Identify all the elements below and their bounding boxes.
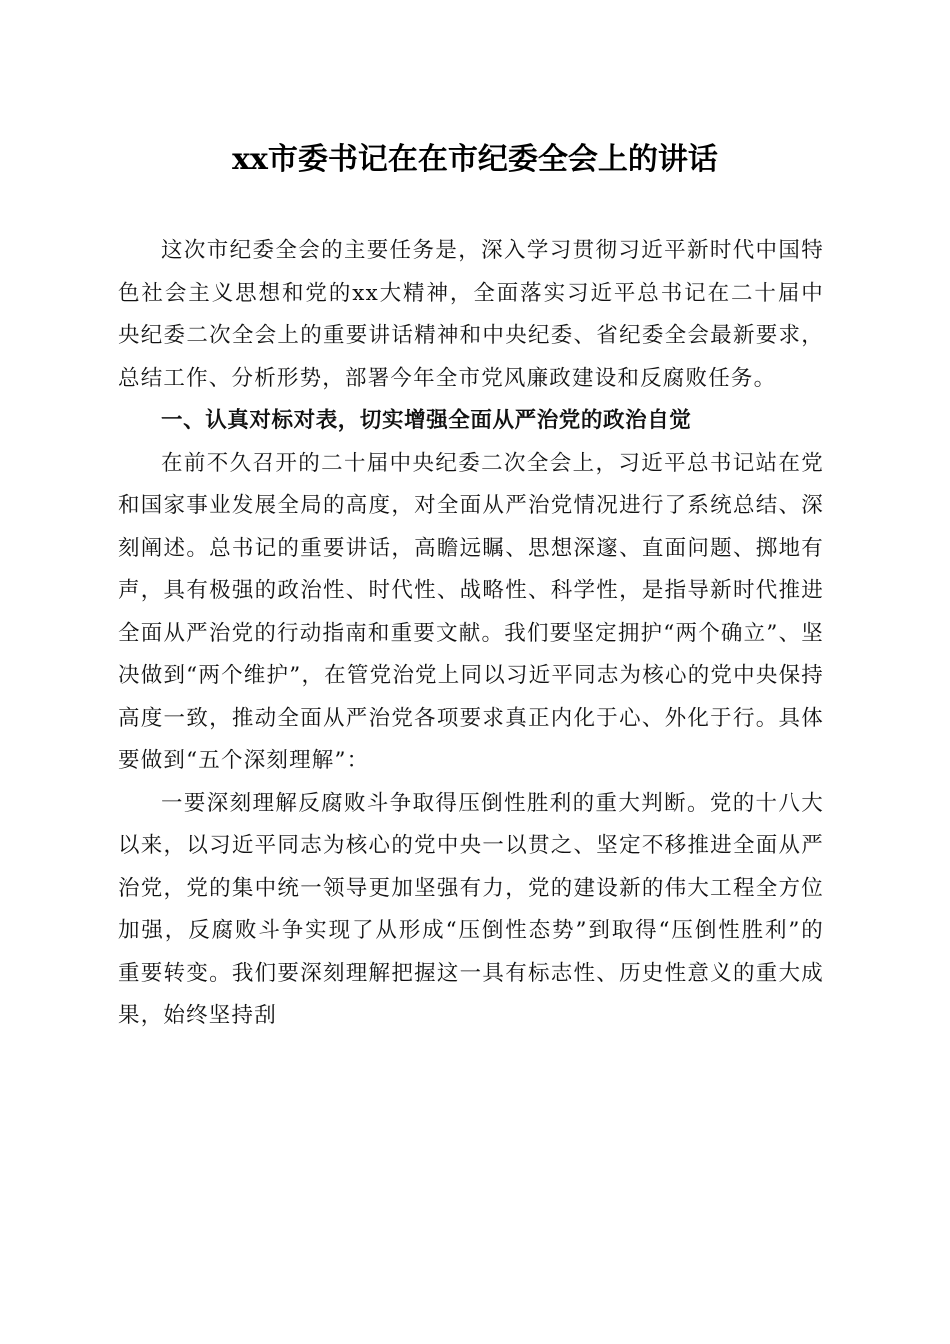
document-body [118, 230, 824, 1038]
document-title: xx市委书记在在市纪委全会上的讲话 [232, 142, 718, 177]
paragraph-point-1: 一要深刻理解反腐败斗争取得压倒性胜利的重大判断。党的十八大以来，以习近平同志为核心的党中央一以贯之、坚定不移推进全面从严治党，党的集中统一领导更加坚强有力，党的建设新的伟大工程全方位加强，反腐败斗争实现了从形成“压倒性态势”到取得“压倒性胜利”的重要转变。我们要深刻理解把握这一具有标志性、历史性意义的重大成果，始终坚持刮 [118, 790, 824, 1028]
section-heading-1: 一、认真对标对表，切实增强全面从严治党的政治自觉 [161, 408, 692, 433]
paragraph-section-1: 在前不久召开的二十届中央纪委二次全会上，习近平总书记站在党和国家事业发展全局的高度，对全面从严治党情况进行了系统总结、深刻阐述。总书记的重要讲话，高瞻远瞩、思想深邃、直面问题、掷地有声，具有极强的政治性、时代性、战略性、科学性，是指导新时代推进全面从严治党的行动指南和重要文献。我们要坚定拥护“两个确立”、坚决做到“两个维护”，在管党治党上同以习近平同志为核心的党中央保持高度一致，推动全面从严治党各项要求真正内化于心、外化于行。具体要做到“五个深刻理解”： [118, 450, 824, 773]
paragraph-intro: 这次市纪委全会的主要任务是，深入学习贯彻习近平新时代中国特色社会主义思想和党的xx大精神，全面落实习近平总书记在二十届中央纪委二次全会上的重要讲话精神和中央纪委、省纪委全会最新要求，总结工作、分析形势，部署今年全市党风廉政建设和反腐败任务。 [118, 238, 824, 391]
